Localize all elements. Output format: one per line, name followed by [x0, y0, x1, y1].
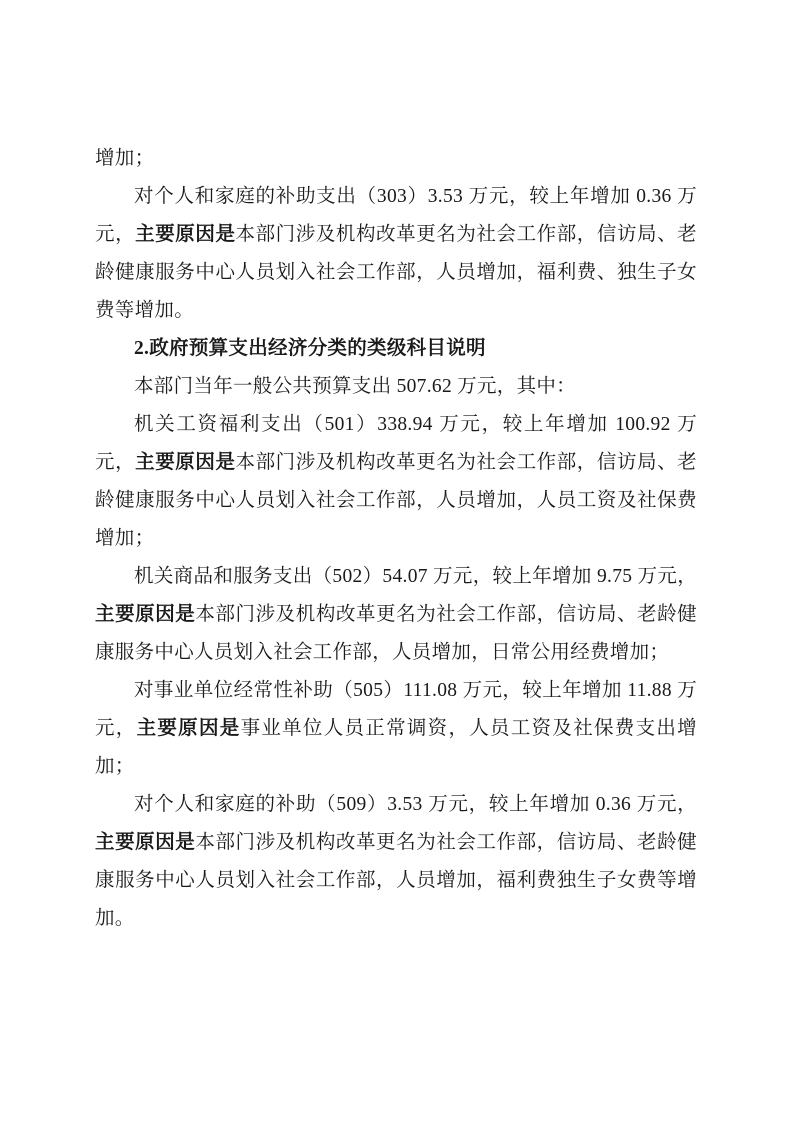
emphasis-phrase: 主要原因是: [95, 604, 196, 625]
document-body: [95, 140, 697, 938]
paragraph-salary-501: 机关工资福利支出（501）338.94 万元，较上年增加 100.92 万元，主要原因是本部门涉及机构改革更名为社会工作部，信访局、老龄健康服务中心人员划入社会工作部，人员增加，人员工资及社保费增加；: [95, 414, 697, 549]
emphasis-phrase: 主要原因是: [95, 832, 196, 853]
emphasis-phrase: 主要原因是: [135, 224, 236, 245]
paragraph-total-expenditure: 本部门当年一般公共预算支出 507.62 万元，其中：: [134, 376, 576, 397]
paragraph-institution-subsidy-505: 对事业单位经常性补助（505）111.08 万元，较上年增加 11.88 万元，主要原因是事业单位人员正常调资，人员工资及社保费支出增加；: [95, 680, 697, 777]
paragraph-continuation: 增加；: [95, 148, 155, 169]
paragraph-goods-services-502: 机关商品和服务支出（502）54.07 万元，较上年增加 9.75 万元，主要原因是本部门涉及机构改革更名为社会工作部，信访局、老龄健康服务中心人员划入社会工作部，人员增加，日常公用经费增加；: [95, 566, 697, 663]
emphasis-phrase: 主要原因是: [135, 452, 236, 473]
paragraph-subsidy-303: 对个人和家庭的补助支出（303）3.53 万元，较上年增加 0.36 万元，主要原因是本部门涉及机构改革更名为社会工作部，信访局、老龄健康服务中心人员划入社会工作部，人员增加，福利费、独生子女费等增加。: [95, 186, 697, 321]
emphasis-phrase: 主要原因是: [136, 718, 241, 739]
paragraph-section-heading-2: 2.政府预算支出经济分类的类级科目说明: [134, 338, 486, 359]
paragraph-family-subsidy-509: 对个人和家庭的补助（509）3.53 万元，较上年增加 0.36 万元，主要原因是本部门涉及机构改革更名为社会工作部，信访局、老龄健康服务中心人员划入社会工作部，人员增加，福利费独生子女费等增加。: [95, 794, 697, 929]
